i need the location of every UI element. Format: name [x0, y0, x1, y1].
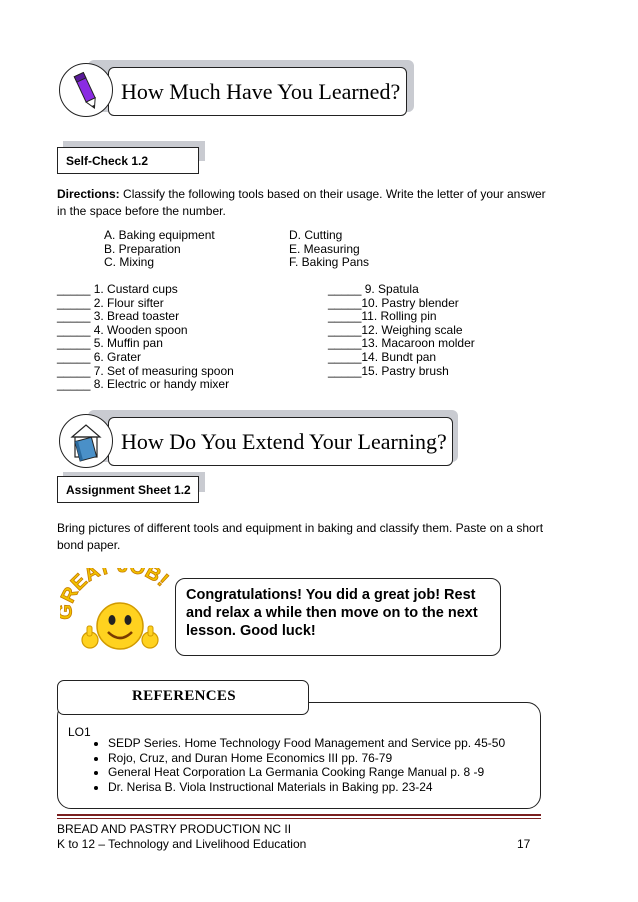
self-check-tag: Self-Check 1.2	[57, 147, 199, 174]
quiz-item: _____15. Pastry brush	[328, 363, 449, 378]
choice: A. Baking equipment	[104, 228, 215, 242]
page-number: 17	[517, 837, 531, 851]
section-title-banner	[108, 67, 407, 116]
quiz-item: _____ 3. Bread toaster	[57, 309, 180, 324]
quiz-item: _____ 1. Custard cups	[57, 282, 178, 296]
section-title-banner	[108, 417, 453, 466]
references-title: REFERENCES	[132, 688, 236, 704]
reference-item: • Rojo, Cruz, and Duran Home Economics III pp. 76-79	[108, 751, 505, 766]
quiz-item: _____ 5. Muffin pan	[57, 336, 163, 351]
choice: D. Cutting	[289, 228, 343, 242]
pen-icon	[59, 63, 113, 117]
quiz-item: _____11. Rolling pin	[328, 309, 437, 324]
assignment-tag: Assignment Sheet 1.2	[57, 476, 199, 503]
quiz-item: _____13. Macaroon molder	[328, 336, 475, 351]
reference-item: • General Heat Corporation La Germania Cooking Range Manual p. 8 -9	[108, 765, 505, 780]
quiz-item: _____10. Pastry blender	[328, 295, 459, 310]
directions	[57, 186, 557, 220]
choice: E. Measuring	[289, 241, 360, 256]
great-job-badge-text: EAT B!	[66, 568, 173, 595]
references-lo: LO1	[68, 725, 91, 739]
footer-line1: BREAD AND PASTRY PRODUCTION NC II	[57, 822, 292, 836]
items-right	[328, 283, 475, 378]
quiz-item: _____ 7. Set of measuring spoon	[57, 363, 234, 378]
quiz-item: _____14. Bundt pan	[328, 349, 437, 364]
quiz-item: _____ 9. Spatula	[328, 282, 419, 296]
references-header	[57, 680, 309, 715]
directions-label: Directions:	[57, 187, 120, 201]
quiz-item: _____ 6. Grater	[57, 349, 142, 364]
reference-item: • Dr. Nerisa B. Viola Instructional Materials in Baking pp. 23-24	[108, 780, 505, 795]
quiz-item: _____ 8. Electric or handy mixer	[57, 377, 230, 392]
choices-left	[104, 229, 215, 270]
quiz-item: _____12. Weighing scale	[328, 322, 463, 337]
quiz-item: _____ 4. Wooden spoon	[57, 322, 188, 337]
section-title: How Much Have You Learned?	[121, 78, 401, 104]
choice: F. Baking Pans	[289, 255, 370, 270]
items-left	[57, 283, 234, 392]
choices-right	[289, 229, 369, 270]
footer-line2: K to 12 – Technology and Livelihood Education	[57, 837, 307, 851]
directions-text: Classify the following tools based on their usage. Write the letter of your answer in the space before the number.	[57, 187, 546, 218]
book-house-icon	[59, 414, 113, 468]
footer-rule	[57, 818, 541, 819]
quiz-item: _____ 2. Flour sifter	[57, 295, 164, 310]
reference-item: • SEDP Series. Home Technology Food Management and Service pp. 45-50	[108, 736, 505, 751]
choice: C. Mixing	[104, 255, 155, 270]
great-job-emoji-icon	[60, 568, 180, 663]
congrats-message: Congratulations! You did a great job! Rest and relax a while then move on to the next lesson. Good luck!	[186, 587, 478, 639]
footer-rule	[57, 814, 541, 816]
congrats-box	[175, 578, 501, 656]
references-list	[90, 736, 505, 794]
choice: B. Preparation	[104, 241, 181, 256]
section-title: How Do You Extend Your Learning?	[121, 428, 447, 454]
assignment-text: Bring pictures of different tools and equipment in baking and classify them. Paste on a short bond paper.	[57, 521, 544, 552]
